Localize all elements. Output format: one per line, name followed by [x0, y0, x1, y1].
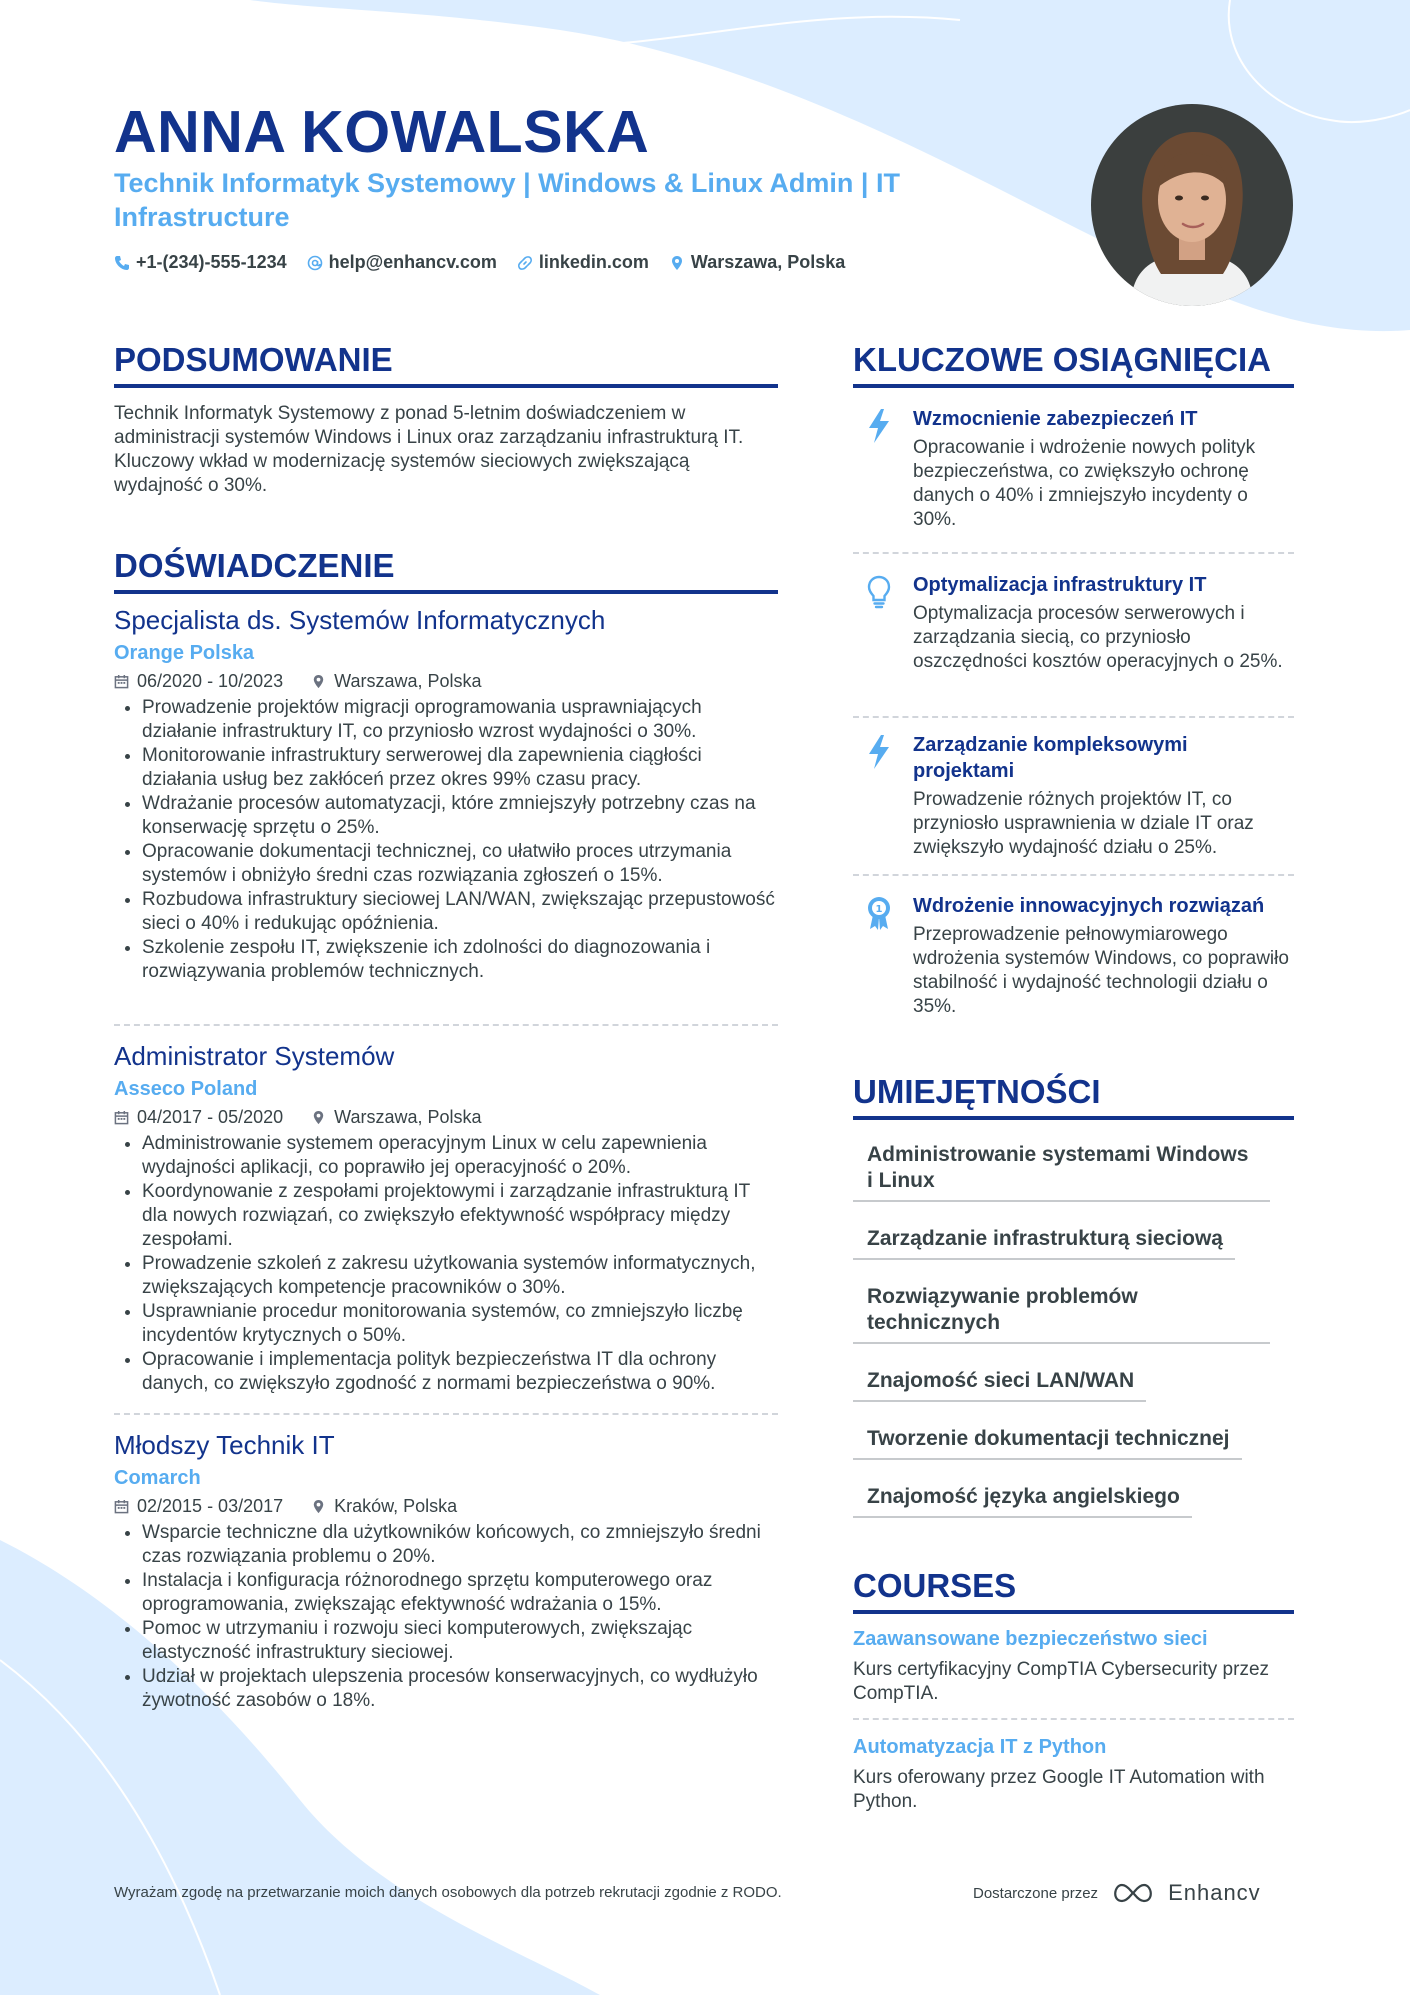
job-title: Administrator Systemów: [114, 1041, 395, 1071]
course-title: Automatyzacja IT z Python: [853, 1736, 1107, 1758]
job-dates: [114, 1106, 283, 1128]
job-bullet: • Koordynowanie z zespołami projektowymi i zarządzanie infrastrukturą IT dla nowych rozwiązań, co zwiększyło efektywność współpracy między zespołami.: [142, 1180, 778, 1252]
achievement-item: [853, 406, 1294, 532]
achievement-desc: Przeprowadzenie pełnowymiarowego wdrożenia systemów Windows, co poprawiło stabilność i wydajność technologii działu o 35%.: [913, 924, 1289, 1017]
job-dates-text: 06/2020 - 10/2023: [137, 671, 284, 691]
skill-item: Administrowanie systemami Windows i Linux: [853, 1142, 1270, 1202]
job-bullet: • Opracowanie dokumentacji technicznej, co ułatwiło proces utrzymania systemów i obniżyło średni czas rozwiązania zgłoszeń o 15%.: [142, 840, 778, 888]
job-title: Specjalista ds. Systemów Informatycznych: [114, 605, 606, 635]
job-meta: [114, 670, 778, 692]
summary-text: Technik Informatyk Systemowy z ponad 5-letnim doświadczeniem w administracji systemów Windows i Linux oraz zarządzaniu infrastrukturą IT. Kluczowy wkład w modernizację systemów sieciowych zwiększającą wydajność o 30%.: [114, 403, 744, 496]
skill-item: Znajomość sieci LAN/WAN: [853, 1368, 1146, 1402]
job-bullet: • Udział w projektach ulepszenia procesów konserwacyjnych, co wydłużyło żywotność zasobów o 18%.: [142, 1665, 778, 1713]
skill-item: Rozwiązywanie problemów technicznych: [853, 1284, 1270, 1344]
map-pin-icon: [311, 1499, 326, 1514]
job-bullet: • Wdrażanie procesów automatyzacji, które zmniejszyły potrzebny czas na konserwację sprzętu o 25%.: [142, 792, 778, 840]
consent-note: Wyrażam zgodę na przetwarzanie moich danych osobowych dla potrzeb rekrutacji zgodnie z RODO.: [114, 1884, 782, 1901]
achievement-title: Wdrożenie innowacyjnych rozwiązań: [913, 895, 1265, 917]
course-title: Zaawansowane bezpieczeństwo sieci: [853, 1628, 1208, 1650]
job-meta: [114, 1495, 778, 1517]
job-dates-text: 02/2015 - 03/2017: [137, 1496, 284, 1516]
job-bullet: • Instalacja i konfiguracja różnorodnego sprzętu komputerowego oraz oprogramowania, zwiększając efektywność wdrażania o 15%.: [142, 1569, 778, 1617]
svg-text:1: 1: [875, 904, 883, 915]
job-location: [311, 1106, 481, 1128]
experience-heading: DOŚWIADCZENIE: [114, 546, 778, 594]
job-bullet: • Opracowanie i implementacja polityk bezpieczeństwa IT dla ochrony danych, co zwiększyło zgodność z normami bezpieczeństwa o 90%.: [142, 1348, 778, 1396]
job-divider: [114, 1024, 778, 1026]
job-location-text: Warszawa, Polska: [334, 1107, 482, 1127]
link-icon: [517, 255, 533, 271]
calendar-icon: [114, 1110, 129, 1125]
phone-icon: [114, 255, 130, 271]
job-entry: [114, 1040, 778, 1396]
achievement-desc: Optymalizacja procesów serwerowych i zarządzania siecią, co przyniosło oszczędności kosztów operacyjnych o 25%.: [913, 603, 1283, 672]
powered-by[interactable]: [973, 1880, 1261, 1906]
course-desc: Kurs oferowany przez Google IT Automation with Python.: [853, 1767, 1265, 1812]
contact-phone[interactable]: [114, 252, 287, 273]
achievement-item: [853, 893, 1294, 1019]
skills-heading: UMIEJĘTNOŚCI: [853, 1072, 1294, 1120]
job-dates: [114, 670, 283, 692]
summary-heading: PODSUMOWANIE: [114, 340, 778, 388]
job-location: [311, 1495, 457, 1517]
location-text: Warszawa, Polska: [690, 252, 846, 272]
at-sign-icon: [307, 255, 323, 271]
award-ribbon-icon: [865, 895, 893, 931]
achievement-title: Optymalizacja infrastruktury IT: [913, 574, 1207, 596]
lightbulb-icon: [865, 574, 893, 610]
achievement-divider: [853, 552, 1294, 554]
achievement-title: Zarządzanie kompleksowymi projektami: [913, 734, 1188, 782]
job-entry: [114, 1429, 778, 1713]
job-location-text: Warszawa, Polska: [334, 671, 482, 691]
email-text: help@enhancv.com: [328, 252, 497, 272]
phone-text: +1-(234)-555-1234: [136, 252, 287, 272]
candidate-name: ANNA KOWALSKA: [114, 99, 650, 165]
job-bullets: [114, 696, 778, 984]
skill-item: Tworzenie dokumentacji technicznej: [853, 1426, 1242, 1460]
courses-heading: COURSES: [853, 1566, 1294, 1614]
job-bullet: • Administrowanie systemem operacyjnym Linux w celu zapewnienia wydajności aplikacji, co poprawiło jej operacyjność o 20%.: [142, 1132, 778, 1180]
achievement-item: [853, 572, 1294, 674]
skill-item: Zarządzanie infrastrukturą sieciową: [853, 1226, 1235, 1260]
job-dates: [114, 1495, 283, 1517]
job-location-text: Kraków, Polska: [334, 1496, 458, 1516]
job-bullet: • Prowadzenie szkoleń z zakresu użytkowania systemów informatycznych, zwiększających kompetencje pracowników o 30%.: [142, 1252, 778, 1300]
map-pin-icon: [311, 674, 326, 689]
course-desc: Kurs certyfikacyjny CompTIA Cybersecurity przez CompTIA.: [853, 1659, 1270, 1704]
achievement-desc: Opracowanie i wdrożenie nowych polityk bezpieczeństwa, co zwiększyło ochronę danych o 40% i zmniejszyło incydenty o 30%.: [913, 437, 1256, 530]
lightning-icon: [865, 408, 893, 444]
job-location: [311, 670, 481, 692]
profile-photo: [1091, 104, 1293, 306]
map-pin-icon: [311, 1110, 326, 1125]
job-bullets: [114, 1132, 778, 1396]
achievement-divider: [853, 874, 1294, 876]
job-bullet: • Rozbudowa infrastruktury sieciowej LAN/WAN, zwiększając przepustowość sieci o 40% i redukując opóźnienia.: [142, 888, 778, 936]
job-bullet: • Szkolenie zespołu IT, zwiększenie ich zdolności do diagnozowania i rozwiązywania problemów technicznych.: [142, 936, 778, 984]
job-divider: [114, 1413, 778, 1415]
achievements-heading: KLUCZOWE OSIĄGNIĘCIA: [853, 340, 1294, 388]
enhancv-logo-icon: [1110, 1881, 1156, 1905]
job-dates-text: 04/2017 - 05/2020: [137, 1107, 284, 1127]
job-company: Comarch: [114, 1467, 201, 1489]
job-bullet: • Usprawnianie procedur monitorowania systemów, co zmniejszyło liczbę incydentów krytycznych o 50%.: [142, 1300, 778, 1348]
skill-item: Znajomość języka angielskiego: [853, 1484, 1192, 1518]
candidate-headline: Technik Informatyk Systemowy | Windows & Linux Admin | IT Infrastructure: [114, 168, 900, 232]
contact-location: [669, 252, 845, 273]
job-bullets: [114, 1521, 778, 1713]
achievement-divider: [853, 716, 1294, 718]
job-company: Orange Polska: [114, 642, 255, 664]
job-bullet: • Pomoc w utrzymaniu i rozwoju sieci komputerowych, zwiększając elastyczność infrastruktury sieciowej.: [142, 1617, 778, 1665]
achievement-desc: Prowadzenie różnych projektów IT, co przyniosło usprawnienia w dziale IT oraz zwiększyło wydajność działu o 25%.: [913, 789, 1254, 858]
contact-email[interactable]: [307, 252, 497, 273]
achievement-title: Wzmocnienie zabezpieczeń IT: [913, 408, 1198, 430]
map-pin-icon: [669, 255, 685, 271]
job-bullet: • Monitorowanie infrastruktury serwerowej dla zapewnienia ciągłości działania usług bez zakłóceń przez okres 99% czasu pracy.: [142, 744, 778, 792]
enhancv-brand: Enhancv: [1168, 1880, 1261, 1905]
job-bullet: • Wsparcie techniczne dla użytkowników końcowych, co zmniejszyło średni czas rozwiązania problemu o 20%.: [142, 1521, 778, 1569]
calendar-icon: [114, 674, 129, 689]
linkedin-text: linkedin.com: [538, 252, 649, 272]
job-title: Młodszy Technik IT: [114, 1430, 335, 1460]
achievement-item: [853, 732, 1294, 860]
course-divider: [853, 1718, 1294, 1720]
job-company: Asseco Poland: [114, 1078, 258, 1100]
job-bullet: • Prowadzenie projektów migracji oprogramowania usprawniających działanie infrastruktury IT, co przyniosło wzrost wydajności o 30%.: [142, 696, 778, 744]
job-entry: [114, 604, 778, 984]
lightning-icon: [865, 734, 893, 770]
powered-by-label: Dostarczone przez: [973, 1884, 1099, 1902]
calendar-icon: [114, 1499, 129, 1514]
contact-bar: [114, 252, 845, 273]
contact-linkedin[interactable]: [517, 252, 649, 273]
job-meta: [114, 1106, 778, 1128]
